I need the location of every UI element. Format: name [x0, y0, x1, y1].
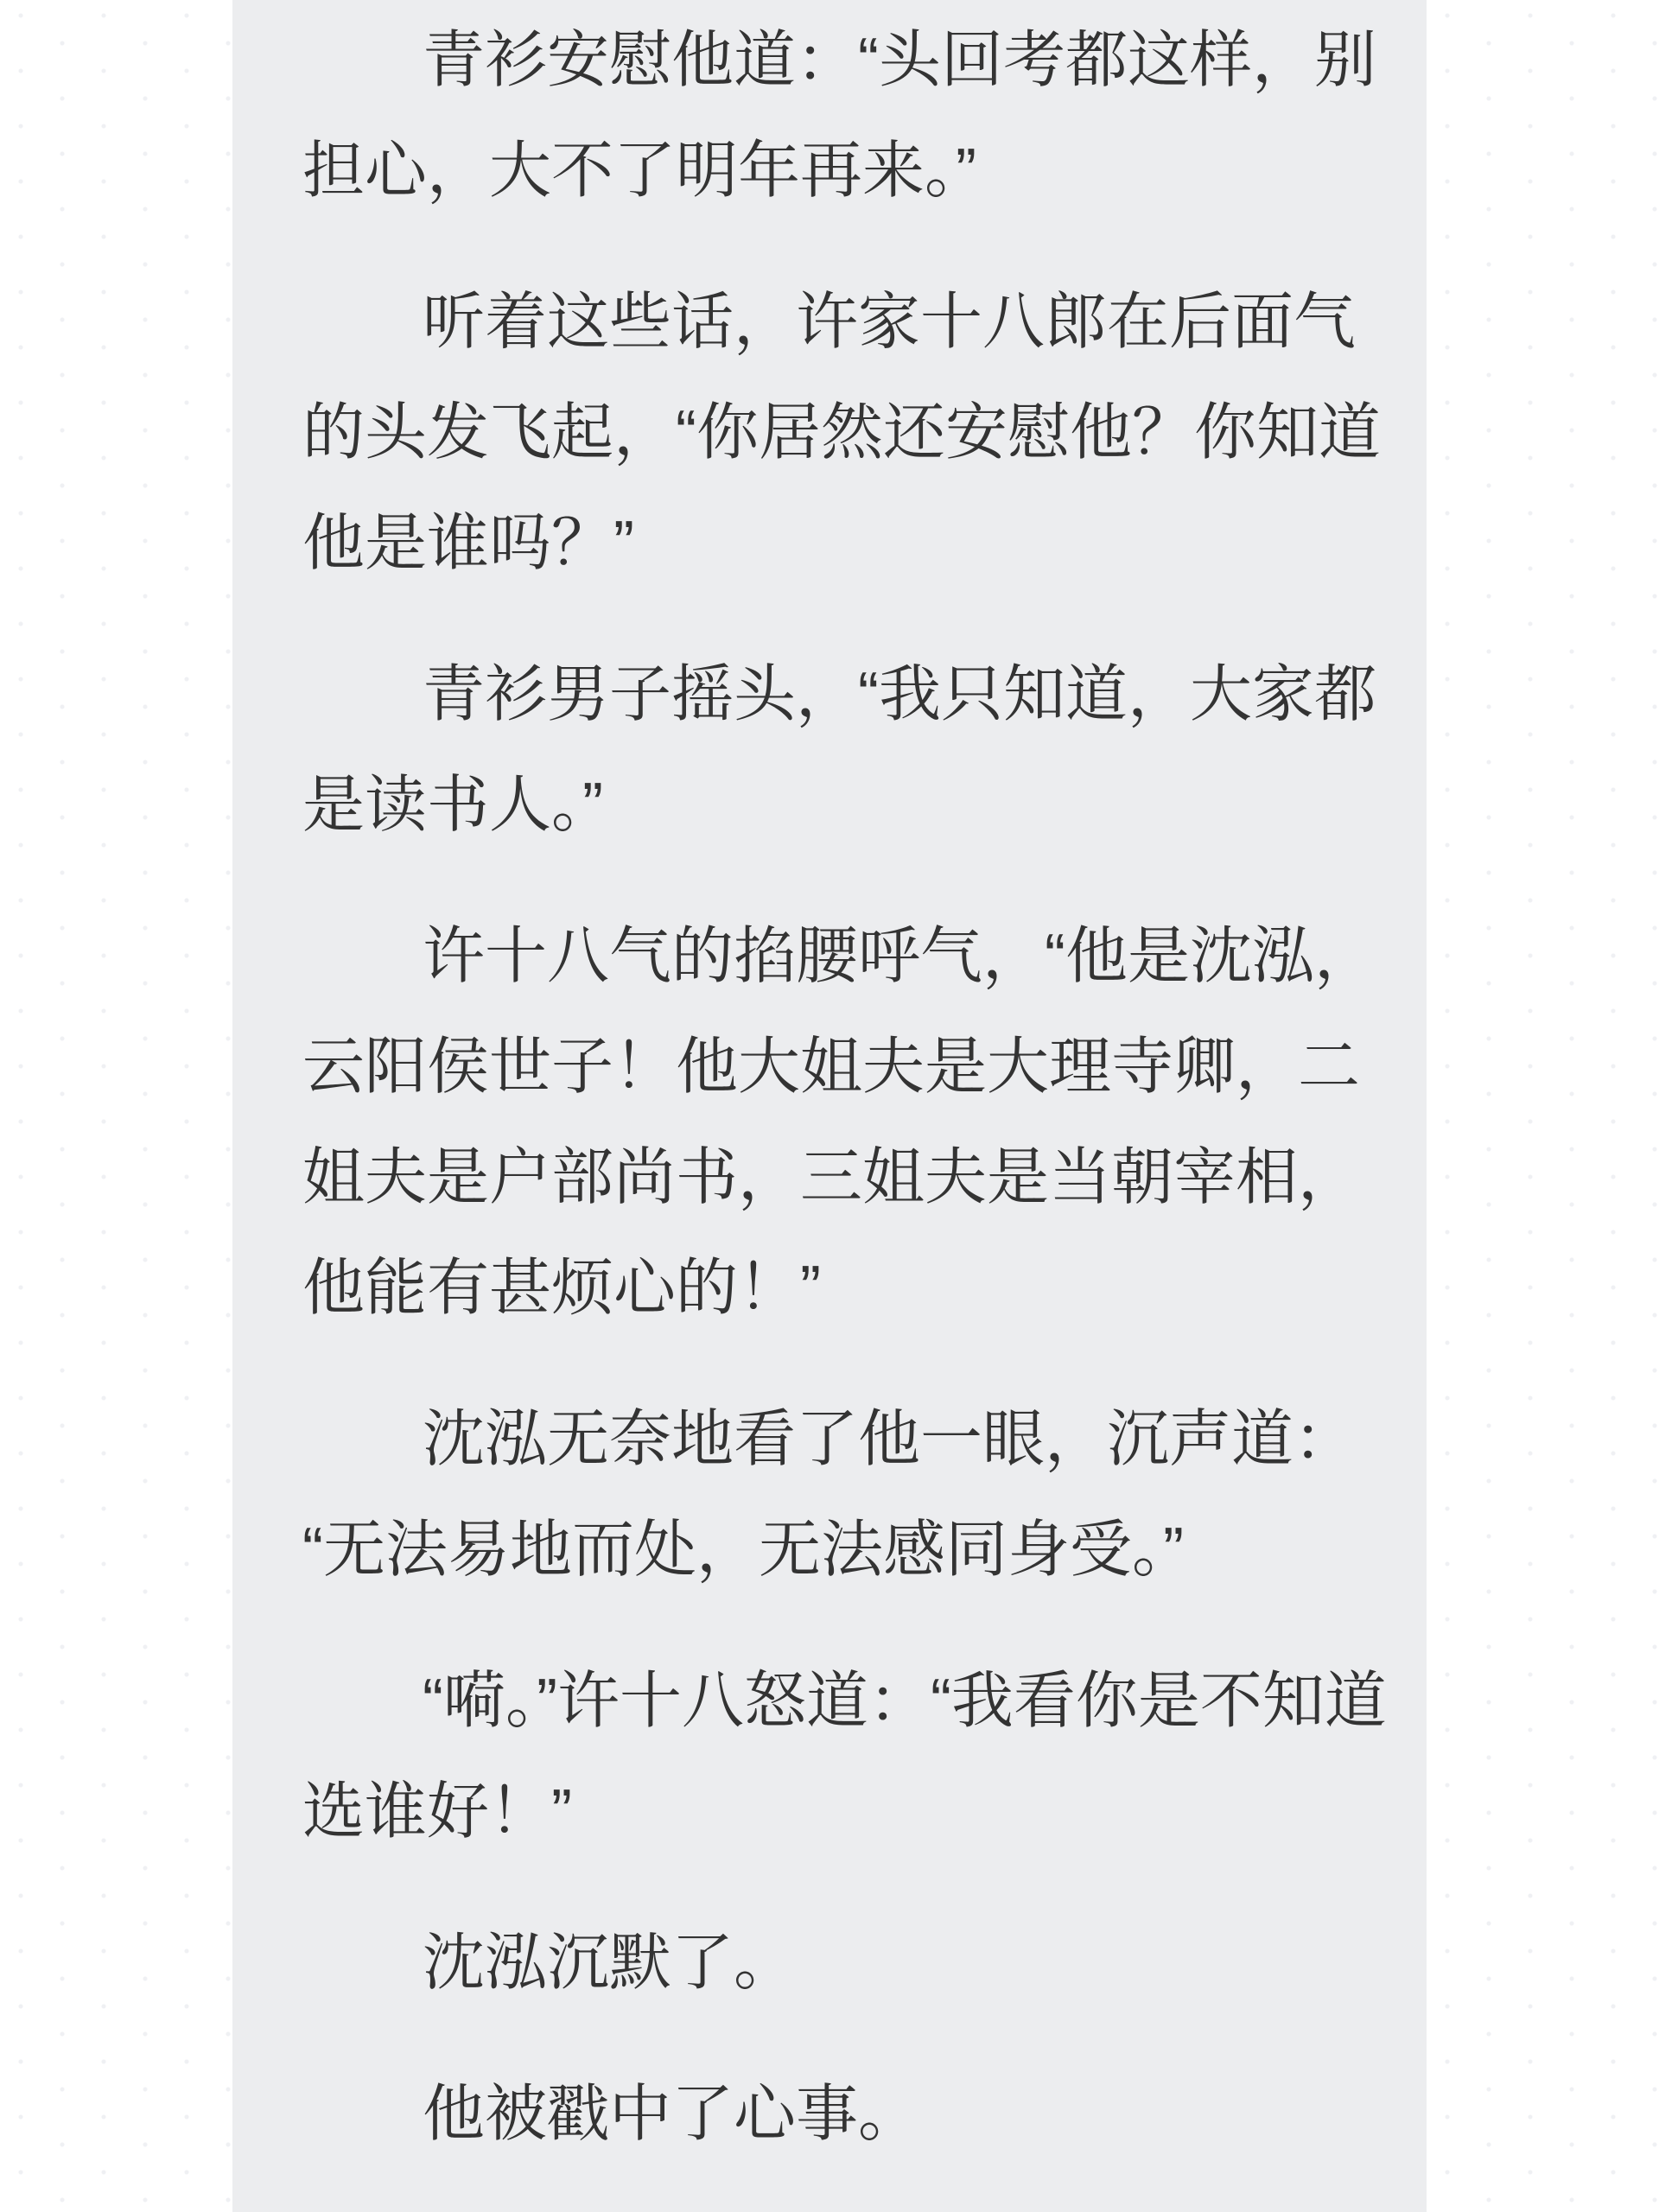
text-line: 青衫安慰他道：“头回考都这样，别 — [423, 26, 1376, 95]
paragraph — [302, 1384, 1359, 1605]
text-line: 担心，大不了明年再来。” — [302, 137, 976, 206]
text-line: 的头发飞起，“你居然还安慰他？你知道 — [302, 398, 1381, 467]
paragraph — [302, 639, 1376, 861]
paragraph — [302, 1646, 1387, 1867]
text-line: 听着这些话，许家十八郎在后面气 — [423, 288, 1357, 357]
reading-page[interactable] — [232, 0, 1427, 2212]
text-line: 沈泓无奈地看了他一眼，沉声道： — [423, 1405, 1357, 1474]
text-line: 姐夫是户部尚书，三姐夫是当朝宰相， — [302, 1143, 1361, 1212]
text-line: 沈泓沉默了。 — [423, 1929, 797, 1998]
text-line: “嗬。”许十八怒道：“我看你是不知道 — [423, 1667, 1387, 1736]
paragraph — [302, 2059, 1359, 2170]
text-line: 许十八气的掐腰呼气，“他是沈泓， — [423, 922, 1376, 991]
paragraph — [302, 1908, 1359, 2018]
page-margin-left — [0, 0, 232, 2212]
text-line: 云阳侯世子！他大姐夫是大理寺卿，二 — [302, 1033, 1361, 1102]
page-margin-right — [1427, 0, 1659, 2212]
text-line: 青衫男子摇头，“我只知道，大家都 — [423, 660, 1376, 729]
text-line: 他能有甚烦心的！” — [302, 1254, 821, 1323]
text-line: “无法易地而处，无法感同身受。” — [302, 1516, 1184, 1585]
text-line: 选谁好！” — [302, 1777, 572, 1847]
text-line: 是读书人。” — [302, 771, 603, 840]
paragraph — [302, 267, 1381, 599]
text-line: 他被戳中了心事。 — [423, 2080, 921, 2149]
text-line: 他是谁吗？” — [302, 509, 634, 578]
paragraph — [302, 5, 1376, 226]
paragraph — [302, 901, 1376, 1344]
